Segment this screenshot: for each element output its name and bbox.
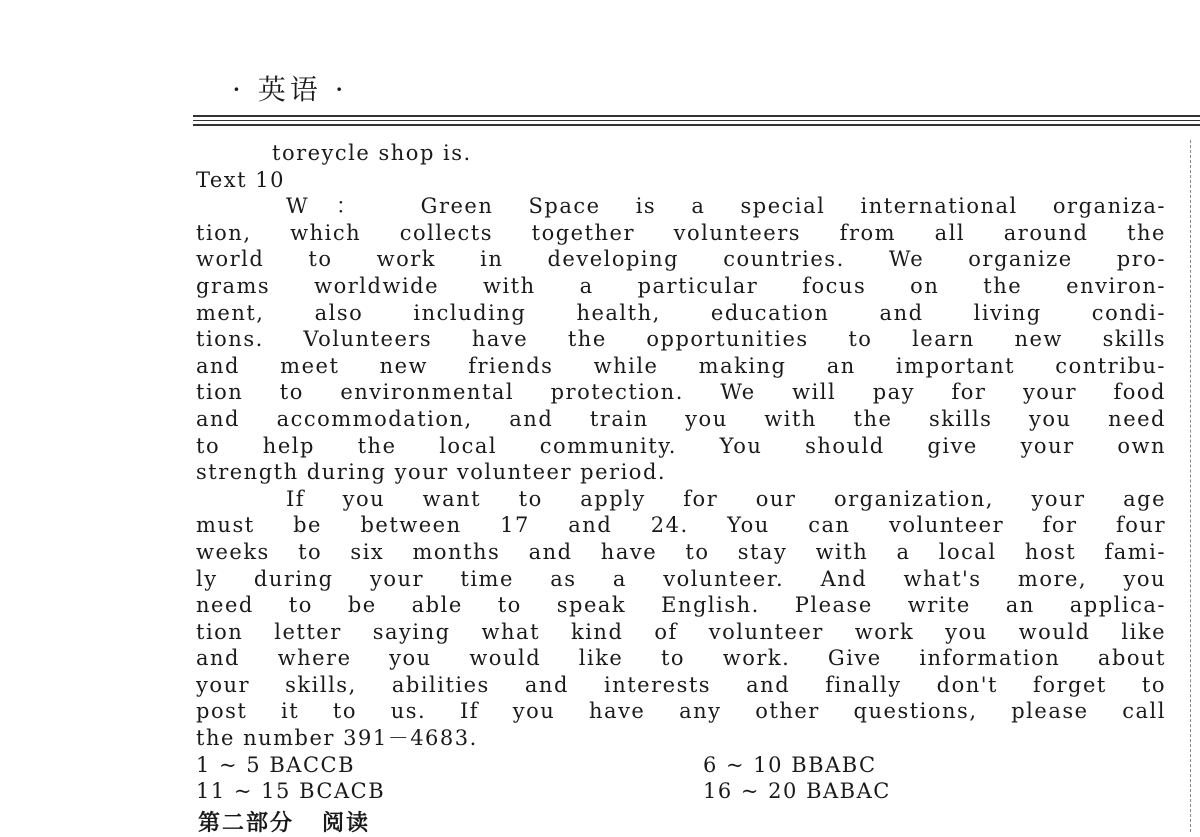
header-rule — [193, 124, 1200, 126]
text-line: strength during your volunteer period. — [196, 460, 667, 485]
header-title: · 英语 · — [232, 73, 348, 106]
section-name: 阅读 — [322, 810, 371, 836]
text-line: world to work in developing countries. We organize pro- — [196, 247, 1166, 272]
text-line: tions. Volunteers have the opportunities to learn new skills — [196, 327, 1166, 352]
text-line: tion letter saying what kind of volunteer work you would like — [196, 619, 1166, 644]
text-line: need to be able to speak English. Please write an applica- — [196, 593, 1166, 618]
text-line: toreycle shop is. — [272, 141, 472, 165]
text-line: and meet new friends while making an important contribu- — [196, 353, 1166, 378]
text-line: must be between 17 and 24. You can volunteer for four — [196, 513, 1166, 538]
text-line: ly during your time as a volunteer. And what's more, you — [196, 566, 1166, 591]
answer-key-left: 1 ~ 5 BACCB — [196, 752, 356, 777]
passage-text — [196, 140, 1166, 805]
text-line: ment, also including health, education and living condi- — [196, 300, 1166, 325]
answer-row — [196, 778, 1166, 805]
answer-key-right: 6 ~ 10 BBABC — [703, 752, 877, 777]
section-part: 第二部分 — [198, 810, 295, 836]
answer-row — [196, 752, 1166, 779]
text-line: W： Green Space is a special international organiza- — [286, 194, 1166, 219]
answer-key-left: 11 ~ 15 BCACB — [196, 779, 386, 804]
text-line: to help the local community. You should give your own — [196, 433, 1166, 458]
text-line: and where you would like to work. Give information about — [196, 646, 1166, 671]
text-line: post it to us. If you have any other questions, please call — [196, 699, 1166, 724]
text-heading: Text 10 — [196, 167, 285, 192]
header-rule — [193, 115, 1200, 117]
text-line: tion to environmental protection. We will pay for your food — [196, 380, 1166, 405]
section-heading — [198, 806, 370, 837]
text-line: and accommodation, and train you with the skills you need — [196, 406, 1166, 431]
header-rule — [193, 120, 1200, 121]
text-line: grams worldwide with a particular focus on the environ- — [196, 273, 1166, 298]
margin-line — [1190, 140, 1191, 832]
text-line: the number 391－4683. — [196, 726, 478, 751]
text-line: weeks to six months and have to stay with a local host fami- — [196, 539, 1166, 564]
text-line: If you want to apply for our organization, your age — [286, 486, 1166, 511]
answer-key-right: 16 ~ 20 BABAC — [703, 779, 891, 804]
text-line: your skills, abilities and interests and finally don't forget to — [196, 672, 1166, 697]
text-line: tion, which collects together volunteers from all around the — [196, 220, 1166, 245]
